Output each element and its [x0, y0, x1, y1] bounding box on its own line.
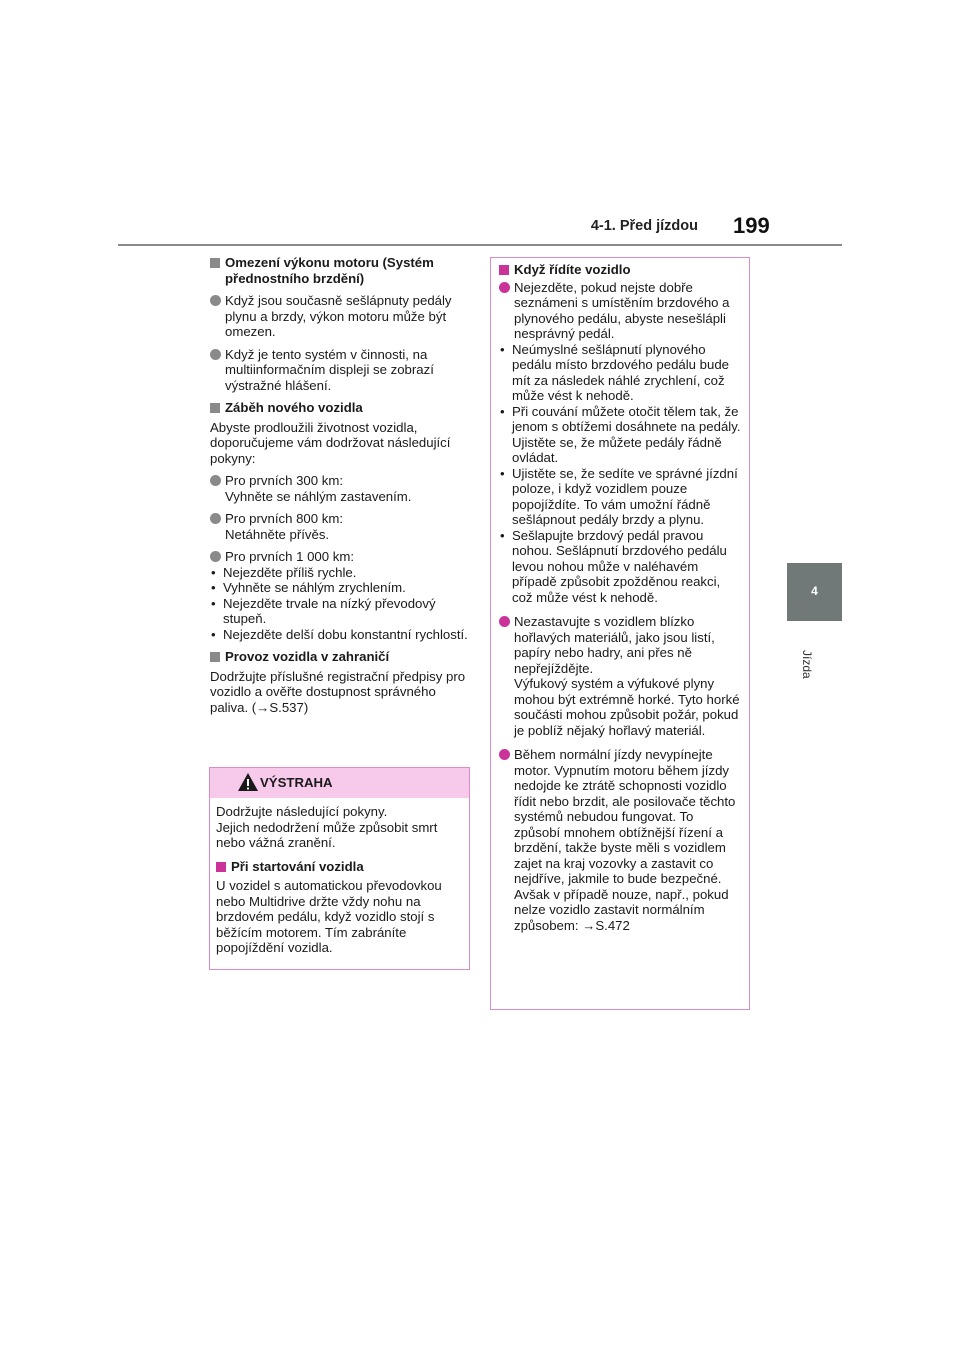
- heading-break-in: Záběh nového vozidla: [210, 400, 468, 416]
- heading-starting: Při startování vozidla: [216, 859, 463, 875]
- square-bullet-icon: [210, 258, 220, 268]
- chapter-tab: [787, 563, 842, 621]
- circle-bullet-icon: [210, 349, 221, 360]
- page-number: 199: [733, 213, 770, 238]
- header-section-title: 4-1. Před jízdou: [590, 218, 698, 234]
- list-item: Pro prvních 300 km: Vyhněte se náhlým zastavením.: [210, 473, 468, 504]
- list-item: Během normální jízdy nevypínejte motor. Vypnutím motoru během jízdy nedojde ke ztrátě schopnosti vozidlo řídit nebo brzdit, ale posilovače těchto systémů nebudou fungovat. To způsobí mnohem obtížnější řízení a brzdění, takže byste měli s vozidlem zajet na kraj vozovky a zastavit co nejdříve, jakmile to bude bezpečné. Avšak v případě nouze, např., pokud nelze vozidlo zastavit normálním způsobem: →S.472: [499, 747, 741, 933]
- list-item: Pro prvních 1 000 km: • Nejezděte příliš rychle. • Vyhněte se náhlým zrychlením. • Nejezděte trvale na nízký převodový stupeň. • Nejezděte delší dobu konstantní rychlostí.: [210, 549, 468, 642]
- left-column: [210, 255, 468, 715]
- sub-list: [225, 565, 468, 643]
- warning-title: VÝSTRAHA: [260, 775, 333, 790]
- chapter-label: Jízda: [800, 650, 814, 679]
- sub-list-item: • Ujistěte se, že sedíte ve správné jízdní poloze, i když vozidlem pouze popojíždíte. To vám umožní řádně sešlápnout pedály brzdy a plynu.: [499, 466, 741, 528]
- square-bullet-icon: [216, 862, 226, 872]
- heading-abroad: Provoz vozidla v zahraničí: [210, 649, 468, 665]
- circle-bullet-icon: [499, 282, 510, 293]
- driving-warning-box: [490, 257, 750, 1010]
- sub-list-item: • Nejezděte příliš rychle.: [210, 565, 468, 581]
- circle-bullet-icon: [499, 749, 510, 760]
- sub-list-item: • Nejezděte trvale na nízký převodový stupeň.: [210, 596, 468, 627]
- header-rule: [118, 244, 842, 246]
- list-item: Když jsou současně sešlápnuty pedály plynu a brzdy, výkon motoru může být omezen.: [210, 293, 468, 340]
- heading-engine-limit: Omezení výkonu motoru (Systém přednostního brzdění): [210, 255, 468, 286]
- square-bullet-icon: [499, 265, 509, 275]
- heading-when-driving: Když řídíte vozidlo: [499, 262, 741, 278]
- circle-bullet-icon: [499, 616, 510, 627]
- warning-box: [209, 767, 470, 970]
- paragraph: Dodržujte příslušné registrační předpisy pro vozidlo a ověřte dostupnost správného paliva. (→S.537): [210, 668, 466, 715]
- square-bullet-icon: [210, 652, 220, 662]
- warning-triangle-icon: [237, 772, 259, 792]
- sub-list-item: • Nejezděte delší dobu konstantní rychlostí.: [210, 627, 468, 643]
- list-item: Nezastavujte s vozidlem blízko hořlavých materiálů, jako jsou listí, papíry nebo hadry, ani přes ně nepřejíždějte. Výfukový systém a výfukové plyny mohou být extrémně horké. Tyto horké součásti mohou způsobit požár, pokud je poblíž nějaký hořlavý materiál.: [499, 614, 741, 738]
- sub-list: [514, 342, 741, 606]
- sub-list-item: • Neúmyslné sešlápnutí plynového pedálu místo brzdového pedálu bude mít za následek náhlé zrychlení, což může vést k nehodě.: [499, 342, 741, 404]
- square-bullet-icon: [210, 403, 220, 413]
- list-item: Když je tento systém v činnosti, na multiinformačním displeji se zobrazí výstražné hlášení.: [210, 347, 468, 394]
- circle-bullet-icon: [210, 551, 221, 562]
- paragraph: Abyste prodloužili životnost vozidla, doporučujeme vám dodržovat následující pokyny:: [210, 419, 451, 466]
- chapter-number: 4: [811, 584, 818, 598]
- sub-list-item: • Sešlapujte brzdový pedál pravou nohou. Sešlápnutí brzdového pedálu levou nohou může v naléhavém případě způsobit zpožděnou reakci, což může vést k nehodě.: [499, 528, 741, 606]
- list-item: Pro prvních 800 km: Netáhněte přívěs.: [210, 511, 468, 542]
- circle-bullet-icon: [210, 513, 221, 524]
- circle-bullet-icon: [210, 475, 221, 486]
- warning-title-bar: [210, 768, 469, 798]
- circle-bullet-icon: [210, 295, 221, 306]
- sub-list-item: • Vyhněte se náhlým zrychlením.: [210, 580, 468, 596]
- sub-list-item: • Při couvání můžete otočit tělem tak, že jenom s obtížemi dosáhnete na pedály. Ujistěte se, že můžete pedály řádně ovládat.: [499, 404, 741, 466]
- warning-body: Dodržujte následující pokyny. Jejich nedodržení může způsobit smrt nebo vážná zranění. Při startování vozidla U vozidel s automatickou převodovkou nebo Multidrive držte vždy nohu na brzdovém pedálu, když vozidlo stojí s běžícím motorem. Tím zabráníte popojíždění vozidla.: [210, 798, 469, 956]
- list-item: Nejezděte, pokud nejste dobře seznámeni s umístěním brzdového a plynového pedálu, abyste nesešlápli nesprávný pedál. • Neúmyslné sešlápnutí plynového pedálu místo brzdového pedálu bude mít za následek náhlé zrychlení, což může vést k nehodě. • Při couvání můžete otočit tělem tak, že jenom s obtížemi dosáhnete na pedály. Ujistěte se, že můžete pedály řádně ovládat. • Ujistěte se, že sedíte ve správné jízdní poloze, i když vozidlem pouze popojíždíte. To vám umožní řádně sešlápnout pedály brzdy a plynu. • Sešlapujte brzdový pedál pravou nohou. Sešlápnutí brzdového pedálu levou nohou může v naléhavém případě způsobit zpožděnou reakci, což může vést k nehodě.: [499, 280, 741, 606]
- paragraph: U vozidel s automatickou převodovkou nebo Multidrive držte vždy nohu na brzdovém pedálu, když vozidlo stojí s běžícím motorem. Tím zabráníte popojíždění vozidla.: [216, 878, 442, 955]
